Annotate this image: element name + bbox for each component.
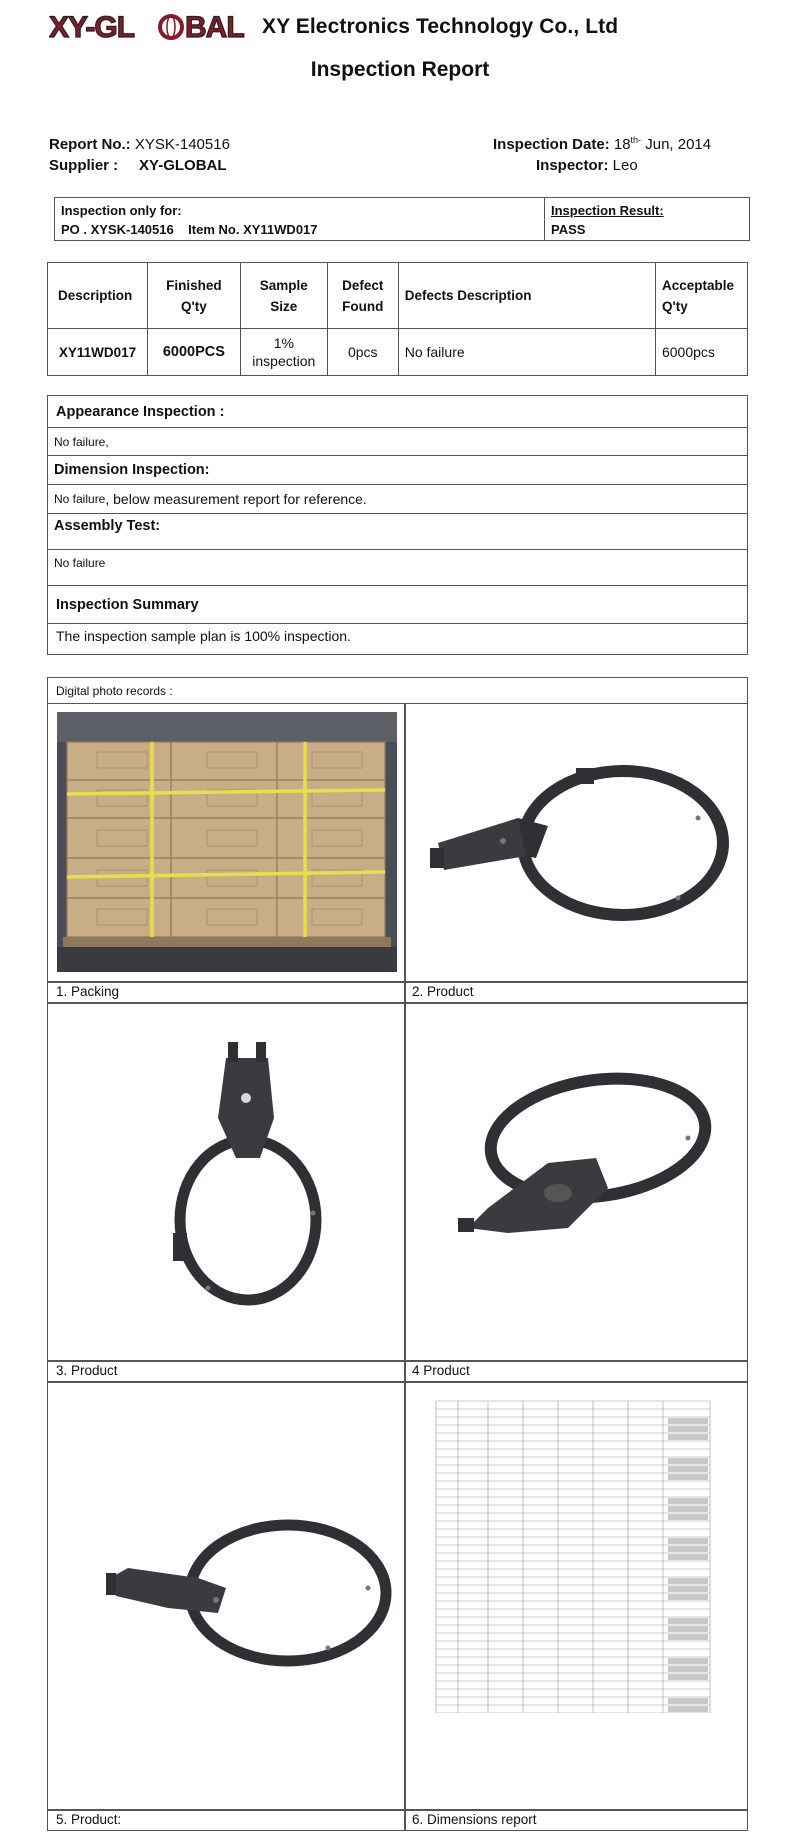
dimensions-report-photo	[428, 1393, 718, 1713]
cell-defects-description: No failure	[398, 329, 655, 376]
cell-defect-found: 0pcs	[327, 329, 398, 376]
caption-packing: 1. Packing	[56, 984, 120, 999]
svg-text:BAL: BAL	[185, 11, 244, 44]
cell-description: XY11WD017	[48, 329, 148, 376]
company-logo	[49, 8, 249, 46]
caption-dimensions-report: 6. Dimensions report	[412, 1812, 537, 1827]
col-description: Description	[48, 263, 148, 329]
table-header-row	[48, 263, 748, 329]
inspection-result-label: Inspection Result:	[551, 203, 664, 218]
dimension-heading: Dimension Inspection:	[48, 456, 747, 485]
grid-divider	[48, 1360, 747, 1362]
inspection-table	[47, 262, 748, 376]
appearance-text: No failure,	[48, 428, 747, 456]
po-item-line: PO . XYSK-140516 Item No. XY11WD017	[61, 222, 318, 237]
inspector: Inspector: Leo	[536, 157, 638, 174]
inspection-scope-box	[54, 197, 750, 241]
grid-divider	[48, 1381, 747, 1383]
inspection-details	[47, 395, 748, 655]
grid-divider	[48, 1809, 747, 1811]
assembly-text: No failure	[48, 550, 747, 586]
col-defect-found: Defect Found	[327, 263, 398, 329]
summary-text: The inspection sample plan is 100% inspection.	[56, 628, 351, 644]
grid-divider	[404, 704, 406, 1831]
product-photo-3	[118, 1008, 358, 1348]
caption-product-4: 4 Product	[412, 1363, 470, 1378]
grid-divider	[48, 1002, 747, 1004]
grid-divider	[48, 981, 747, 983]
product-photo-4	[448, 1058, 728, 1278]
cell-finished-qty: 6000PCS	[147, 329, 240, 376]
company-name: XY Electronics Technology Co., Ltd	[262, 15, 619, 38]
photo-records-heading: Digital photo records :	[48, 678, 747, 704]
col-finished-qty: Finished Q'ty	[147, 263, 240, 329]
product-photo-2	[408, 738, 748, 958]
inspection-result: PASS	[551, 222, 586, 237]
product-photo-5	[98, 1478, 398, 1698]
packing-photo	[57, 712, 397, 972]
svg-text:XY-GL: XY-GL	[49, 11, 135, 44]
dimension-text: No failure , below measurement report for reference.	[48, 485, 747, 514]
table-row	[48, 329, 748, 376]
caption-product-2: 2. Product	[412, 984, 474, 999]
report-number: Report No.: XYSK-140516	[49, 136, 230, 153]
col-acceptable-qty: Acceptable Q'ty	[655, 263, 747, 329]
col-defects-description: Defects Description	[398, 263, 655, 329]
assembly-heading: Assembly Test:	[48, 514, 747, 550]
caption-product-5: 5. Product:	[56, 1812, 122, 1827]
inspection-only-for-label: Inspection only for:	[61, 203, 182, 218]
col-sample-size: Sample Size	[240, 263, 327, 329]
report-title: Inspection Report	[310, 58, 490, 81]
caption-product-3: 3. Product	[56, 1363, 118, 1378]
photo-records	[47, 677, 748, 1831]
inspection-date: Inspection Date: $18^{th-}$ Jun, 2014	[493, 135, 712, 153]
supplier: Supplier : XY-GLOBAL	[49, 157, 227, 174]
appearance-heading: Appearance Inspection :	[48, 396, 747, 428]
summary-heading: Inspection Summary	[48, 586, 747, 624]
cell-acceptable-qty: 6000pcs	[655, 329, 747, 376]
cell-sample-size: 1% inspection	[240, 329, 327, 376]
